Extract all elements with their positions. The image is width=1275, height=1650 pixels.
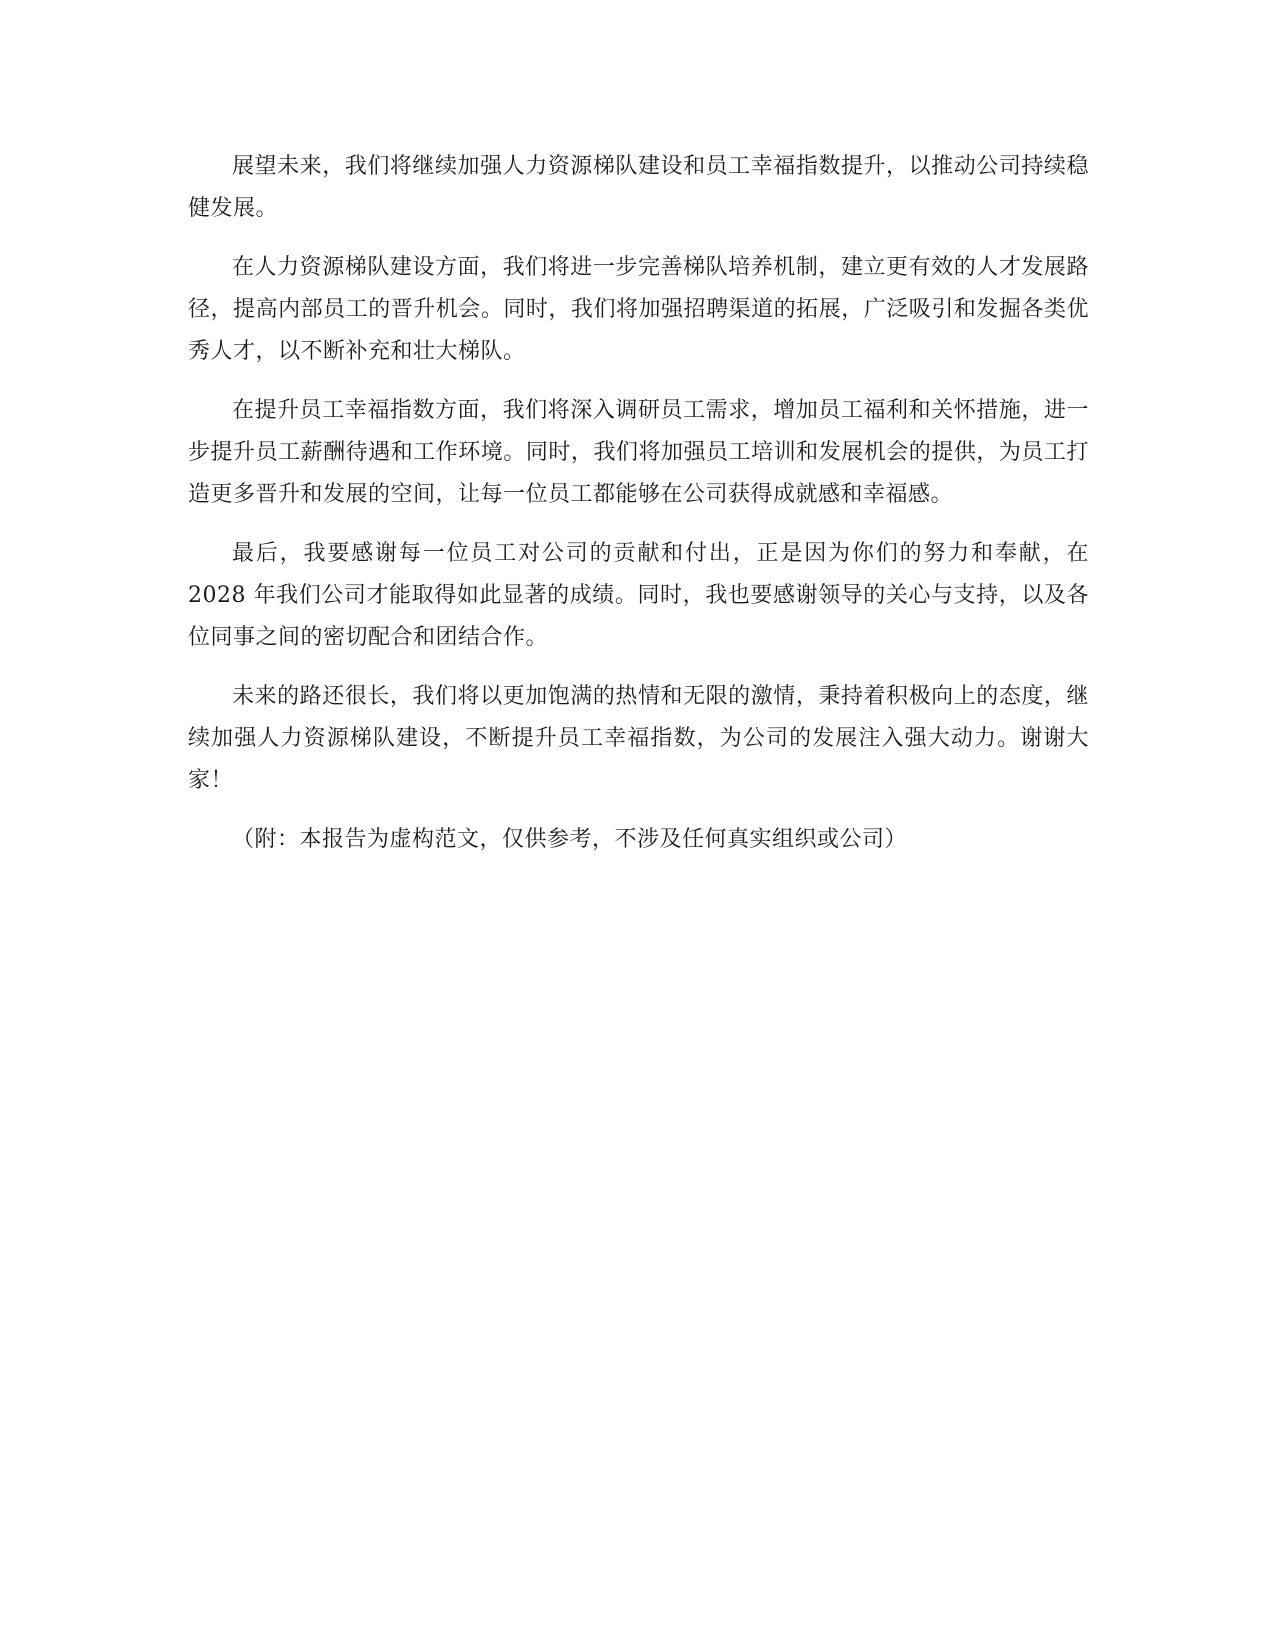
paragraph-employee-happiness: 在提升员工幸福指数方面，我们将深入调研员工需求，增加员工福利和关怀措施，进一步提升员工薪酬待遇和工作环境。同时，我们将加强员工培训和发展机会的提供，为员工打造更多晋升和发展的空间，让每一位员工都能够在公司获得成就感和幸福感。: [188, 398, 1089, 507]
paragraph-closing: 未来的路还很长，我们将以更加饱满的热情和无限的激情，秉持着积极向上的态度，继续加强人力资源梯队建设，不断提升员工幸福指数，为公司的发展注入强大动力。谢谢大家！: [188, 684, 1089, 793]
paragraph-outlook: 展望未来，我们将继续加强人力资源梯队建设和员工幸福指数提升，以推动公司持续稳健发展。: [188, 154, 1089, 221]
document-body: [188, 146, 1089, 878]
paragraph-thanks: 最后，我要感谢每一位员工对公司的贡献和付出，正是因为你们的努力和奉献，在 2028 年我们公司才能取得如此显著的成绩。同时，我也要感谢领导的关心与支持，以及各位同事之间的密切配合和团结合作。: [188, 541, 1089, 650]
paragraph-talent-pipeline: 在人力资源梯队建设方面，我们将进一步完善梯队培养机制，建立更有效的人才发展路径，提高内部员工的晋升机会。同时，我们将加强招聘渠道的拓展，广泛吸引和发掘各类优秀人才，以不断补充和壮大梯队。: [188, 255, 1089, 364]
paragraph-disclaimer-note: （附：本报告为虚构范文，仅供参考，不涉及任何真实组织或公司）: [232, 827, 908, 852]
